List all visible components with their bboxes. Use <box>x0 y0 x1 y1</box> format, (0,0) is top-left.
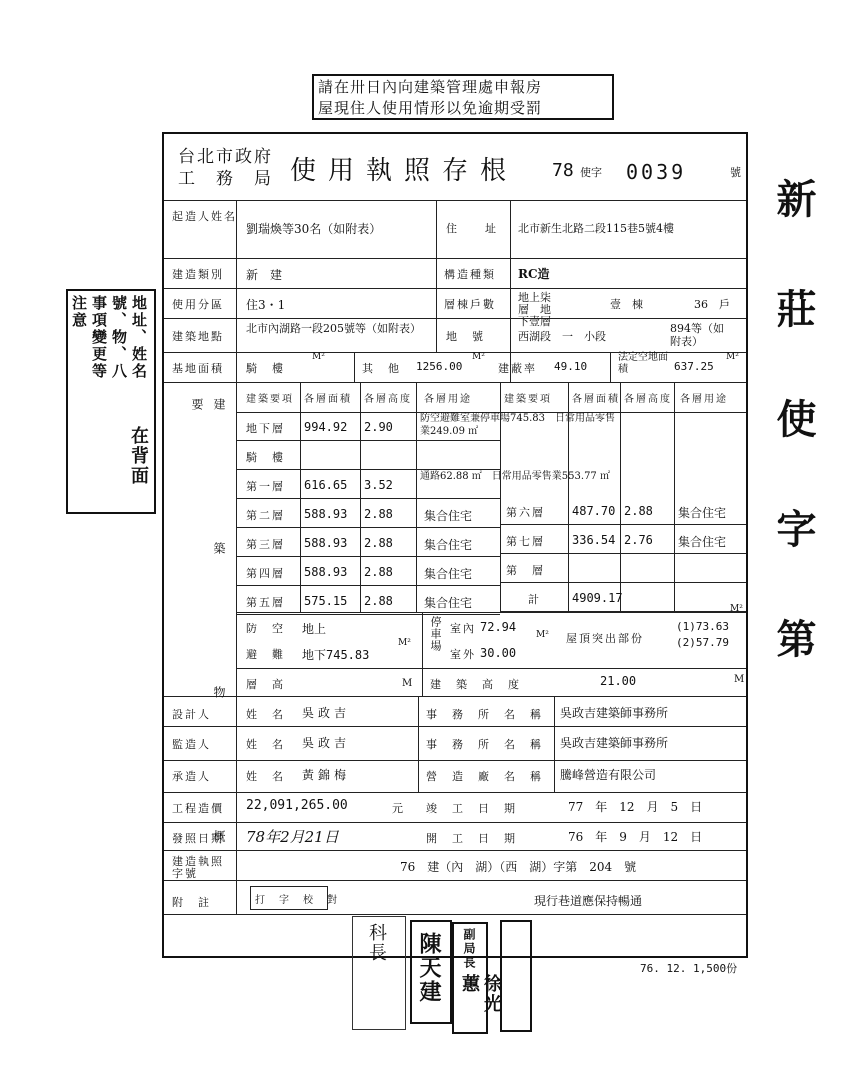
label-issue-date: 發照日期 <box>172 832 224 845</box>
rule <box>164 200 746 201</box>
issue-date: 78年2月21日 <box>246 828 339 846</box>
label-roof: 屋頂突出部份 <box>566 632 644 645</box>
label-print-check: 打 字 校 對 <box>255 895 339 906</box>
floor-name: 地下層 <box>246 422 285 435</box>
label-supervisor: 監造人 <box>172 738 211 751</box>
rule <box>164 288 746 289</box>
label-floors-units: 層棟戶數 <box>444 298 496 311</box>
margin-handwriting: 新莊使字第 <box>770 178 817 728</box>
agency-line-2: 工 務 局 <box>178 169 273 189</box>
floor-area: 588.93 <box>304 536 348 550</box>
floor-area: 575.15 <box>304 594 348 608</box>
floor-name: 第六層 <box>506 506 545 519</box>
floor-use: 集合住宅 <box>678 506 727 520</box>
address: 北市新生北路二段115巷5號4樓 <box>518 222 674 235</box>
floor-height: 2.88 <box>364 507 393 521</box>
rule <box>422 612 423 696</box>
unit-m2: M² <box>536 630 549 640</box>
label-outdoor: 室外 <box>450 648 476 661</box>
floor-height: 2.90 <box>364 420 393 434</box>
table-row <box>236 557 500 586</box>
print-count: 76. 12. 1,500份 <box>640 962 738 975</box>
rule <box>164 914 746 915</box>
designer-office: 吳政吉建築師事務所 <box>560 706 669 720</box>
floor-name: 騎 樓 <box>246 451 285 464</box>
floor-name: 第三層 <box>246 538 285 551</box>
buildings-count: 壹 棟 <box>610 298 643 311</box>
notice-line-2: 屋現住人使用情形以免逾期受罰 <box>318 99 543 117</box>
rule <box>354 352 355 382</box>
label-evac: 避 難 <box>246 648 285 661</box>
seal-text: 徐光蕙 <box>459 974 502 1014</box>
header-item-right: 建築要項 <box>504 394 552 405</box>
label-name: 姓 名 <box>246 708 285 721</box>
label-building-type: 建造類別 <box>172 268 224 281</box>
side-note-col3: 事項變更等 <box>90 295 108 380</box>
floor-use: 通路62.88 ㎡ 日常用品零售業553.77 ㎡ <box>420 471 610 482</box>
contractor-firm: 騰峰營造有限公司 <box>560 768 657 782</box>
floor-use: 集合住宅 <box>424 567 473 581</box>
label-permit-no: 建造執照字號 <box>172 855 224 880</box>
unit-m2: M² <box>398 638 411 648</box>
table-row <box>236 586 500 615</box>
label-structure: 構造種類 <box>444 268 496 281</box>
table-row <box>500 525 746 554</box>
side-note-col4: 注意 <box>70 295 88 329</box>
open-space-area: 637.25 <box>674 360 714 373</box>
label-yuan: 元 <box>392 802 403 815</box>
building-type: 新 建 <box>246 268 283 282</box>
floor-area: 336.54 <box>572 533 616 547</box>
rule <box>418 696 419 792</box>
floor-name: 第 層 <box>506 564 545 577</box>
table-row <box>236 528 500 557</box>
rule <box>510 200 511 258</box>
building-height: 21.00 <box>600 674 637 688</box>
rule <box>436 258 437 352</box>
floor-use: 集合住宅 <box>424 509 473 523</box>
floor-name: 第一層 <box>246 480 285 493</box>
unit-m: M <box>402 678 413 689</box>
site-address: 北市內湖路一段205號等（如附表） <box>246 322 421 335</box>
rule <box>164 696 746 697</box>
rule <box>164 822 746 823</box>
label-remarks: 附 註 <box>172 896 211 909</box>
side-note-col1: 地址、姓名 <box>130 295 148 380</box>
table-row <box>236 499 500 528</box>
label-building-section: 建 築 物 概 要 <box>190 398 226 974</box>
label-firm: 營 造 廠 名 稱 <box>426 770 543 783</box>
floor-area: 588.93 <box>304 507 348 521</box>
floors-count: 地上柒層 地下壹層 <box>518 291 551 328</box>
rule <box>236 612 746 613</box>
header-use-right: 各層用途 <box>680 394 728 405</box>
cost: 22,091,265.00 <box>246 798 348 813</box>
rule <box>164 880 746 881</box>
label-arcade: 騎 樓 <box>246 362 285 375</box>
building-permit-no: 76 建（內 湖）（西 湖）字第 204 號 <box>400 860 637 874</box>
permit-suffix: 號 <box>730 166 741 179</box>
unit-m2: M² <box>472 352 485 362</box>
rule <box>164 726 746 727</box>
rule <box>164 760 746 761</box>
structure: RC造 <box>518 267 550 281</box>
label-office: 事 務 所 名 稱 <box>426 708 543 721</box>
lot-section: 西湖段 一 小段 <box>518 330 606 343</box>
roof-2: (2)57.79 <box>676 636 729 649</box>
floor-area: 994.92 <box>304 420 348 434</box>
official-seal <box>352 916 406 1030</box>
label-building-height: 建 築 高 度 <box>430 678 521 691</box>
rule <box>436 200 437 258</box>
supervisor-name: 吳政吉 <box>302 736 351 750</box>
label-shelter: 防 空 <box>246 622 285 635</box>
label-parking: 停車場 <box>429 616 442 652</box>
header-item: 建築要項 <box>246 394 294 405</box>
contractor-name: 黃錦梅 <box>302 768 351 782</box>
label-others: 其 他 <box>362 362 401 375</box>
floor-area: 616.65 <box>304 478 348 492</box>
header-area: 各層面積 <box>304 394 352 405</box>
rule <box>164 850 746 851</box>
floor-height: 2.88 <box>364 536 393 550</box>
table-row <box>236 470 610 499</box>
roof-1: (1)73.63 <box>676 620 729 633</box>
floor-name: 第四層 <box>246 567 285 580</box>
rule <box>164 792 746 793</box>
header-height-right: 各層高度 <box>624 394 672 405</box>
header-use: 各層用途 <box>424 394 472 405</box>
floor-area: 588.93 <box>304 565 348 579</box>
page-title: 使用執照存根 <box>290 156 519 186</box>
parking-indoor: 72.94 <box>480 620 517 634</box>
notice-stamp <box>312 74 614 120</box>
header-area-right: 各層面積 <box>572 394 620 405</box>
floors-right-table <box>500 496 746 612</box>
rule <box>236 668 746 669</box>
official-seal <box>410 920 452 1024</box>
floor-height: 2.88 <box>364 594 393 608</box>
table-row <box>500 554 746 583</box>
coverage: 49.10 <box>554 360 588 373</box>
seal-text: 科長 <box>366 923 387 963</box>
label-start: 開 工 日 期 <box>426 832 517 845</box>
label-office: 事 務 所 名 稱 <box>426 738 543 751</box>
floor-name: 第七層 <box>506 535 545 548</box>
label-contractor: 承造人 <box>172 770 211 783</box>
agency-line-1: 台北市政府 <box>178 147 273 167</box>
label-address: 住 址 <box>446 222 498 235</box>
label-builder: 起造人姓名 <box>172 210 237 223</box>
label-cost: 工程造價 <box>172 802 224 815</box>
floor-area: 4909.17 <box>572 591 623 605</box>
unit-m: M <box>734 674 745 685</box>
rule <box>610 352 611 382</box>
remarks: 現行巷道應保持暢通 <box>534 894 643 908</box>
official-seal <box>500 920 532 1032</box>
rule <box>554 696 555 792</box>
unit-m2: M² <box>312 352 325 362</box>
side-note-col2: 號、物、八 <box>110 295 128 380</box>
floor-height: 2.88 <box>624 504 653 518</box>
units-count: 36 戶 <box>694 298 730 311</box>
notice-line-1: 請在卅日內向建築管理處申報房 <box>318 78 543 96</box>
label-completion: 竣 工 日 期 <box>426 802 517 815</box>
print-check-box <box>250 886 339 910</box>
label-floor-height: 層 高 <box>246 678 285 691</box>
floor-height: 3.52 <box>364 478 393 492</box>
label-base-area: 基地面積 <box>172 362 224 375</box>
seal-text: 陳天建 <box>416 932 442 1004</box>
floor-height: 2.76 <box>624 533 653 547</box>
permit-number: 0039 <box>626 160 687 184</box>
table-row <box>236 412 615 441</box>
label-indoor: 室內 <box>450 622 476 635</box>
permit-year: 78 <box>552 160 574 181</box>
official-seal <box>452 922 502 1034</box>
rule <box>164 258 746 259</box>
label-designer: 設計人 <box>172 708 211 721</box>
table-row <box>236 441 500 470</box>
floor-name: 計 <box>528 593 541 606</box>
rule <box>164 382 746 383</box>
label-site: 建築地點 <box>172 330 224 343</box>
table-row <box>500 496 746 525</box>
start-date: 76 年 9 月 12 日 <box>568 830 703 844</box>
permit-prefix: 使字 <box>580 166 602 179</box>
table-row <box>500 583 746 612</box>
label-lot: 地 號 <box>446 330 485 343</box>
side-note-col5: 在背面 <box>128 426 149 486</box>
floor-name: 第二層 <box>246 509 285 522</box>
unit-m2: M² <box>730 604 743 614</box>
lot-number: 894等（如附表） <box>670 322 724 348</box>
zone: 住3・1 <box>246 298 286 312</box>
builder-name: 劉瑞煥等30名（如附表） <box>246 222 382 236</box>
floor-use: 集合住宅 <box>424 596 473 610</box>
label-open-space: 法定空地面積 <box>618 352 668 375</box>
shelter-above: 地上 <box>302 622 327 636</box>
designer-name: 吳政吉 <box>302 706 351 720</box>
rule <box>164 318 746 319</box>
label-name: 姓 名 <box>246 770 285 783</box>
header-height: 各層高度 <box>364 394 412 405</box>
floor-name: 第五層 <box>246 596 285 609</box>
label-zone: 使用分區 <box>172 298 224 311</box>
other-area: 1256.00 <box>416 360 463 373</box>
completion-date: 77 年 12 月 5 日 <box>568 800 703 814</box>
floor-height: 2.88 <box>364 565 393 579</box>
label-name: 姓 名 <box>246 738 285 751</box>
shelter-below: 地下745.83 <box>302 648 370 662</box>
parking-outdoor: 30.00 <box>480 646 517 660</box>
label-coverage: 建蔽率 <box>498 362 537 375</box>
seal-text: 副局長 <box>462 928 476 970</box>
side-note-box <box>66 289 156 514</box>
supervisor-office: 吳政吉建築師事務所 <box>560 736 669 750</box>
floor-use: 防空避難室兼停車場745.83 日常用品零售業249.09 ㎡ <box>420 413 615 437</box>
floor-use: 集合住宅 <box>424 538 473 552</box>
floor-use: 集合住宅 <box>678 535 727 549</box>
floor-area: 487.70 <box>572 504 616 518</box>
unit-m2: M² <box>726 352 739 362</box>
